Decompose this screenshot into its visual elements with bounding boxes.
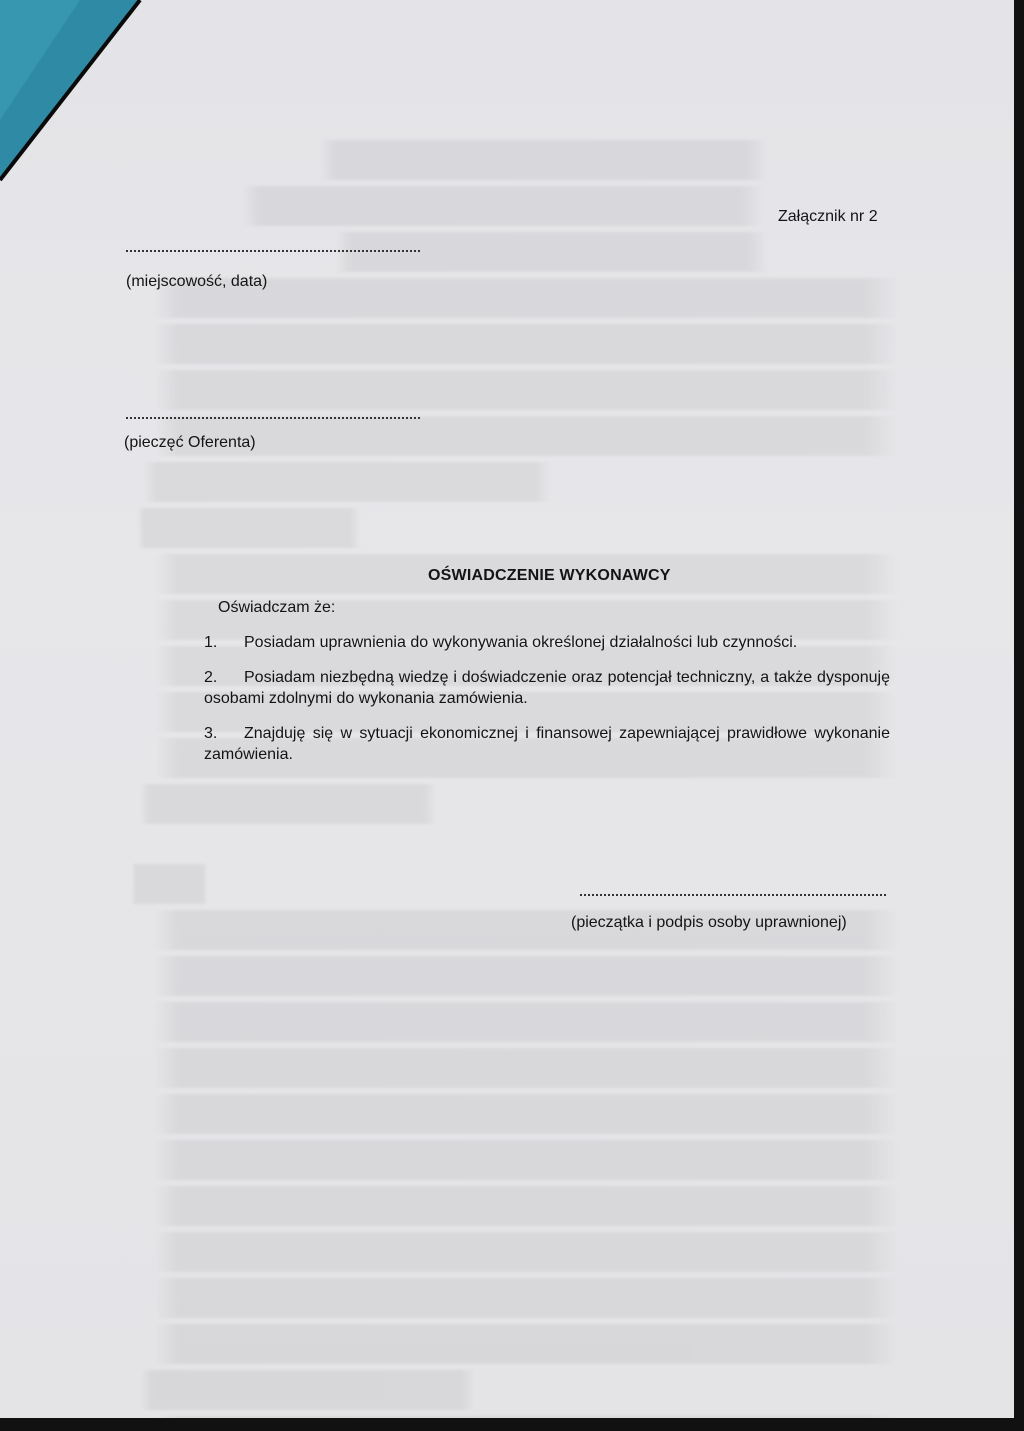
attachment-label: Załącznik nr 2 (778, 208, 878, 225)
statements-list (204, 632, 890, 779)
document-title: OŚWIADCZENIE WYKONAWCY (428, 567, 671, 584)
item-text: Znajduję się w sytuacji ekonomicznej i finansowej zapewniającej prawidłowe wykonanie zamówienia. (204, 724, 890, 764)
intro-text: Oświadczam że: (218, 599, 336, 616)
place-date-caption: (miejscowość, data) (126, 273, 268, 290)
signature-caption: (pieczątka i podpis osoby uprawnionej) (571, 914, 847, 931)
item-text: Posiadam uprawnienia do wykonywania określonej działalności lub czynności. (244, 634, 798, 651)
item-number: 1. (204, 634, 218, 651)
stamp-caption: (pieczęć Oferenta) (124, 434, 256, 451)
scan-edge-bottom (0, 1418, 1024, 1431)
place-date-line (126, 250, 420, 252)
item-text: Posiadam niezbędną wiedzę i doświadczenie oraz potencjał techniczny, a także dysponuję osobami zdolnymi do wykonania zamówienia. (204, 668, 890, 708)
item-number: 2. (204, 668, 218, 686)
item-number: 3. (204, 724, 218, 742)
list-item (204, 632, 890, 654)
stamp-line (126, 417, 420, 419)
list-item (204, 723, 890, 766)
folded-corner (0, 0, 160, 200)
scan-edge-right (1014, 0, 1024, 1431)
signature-line (580, 894, 886, 896)
list-item (204, 667, 890, 710)
